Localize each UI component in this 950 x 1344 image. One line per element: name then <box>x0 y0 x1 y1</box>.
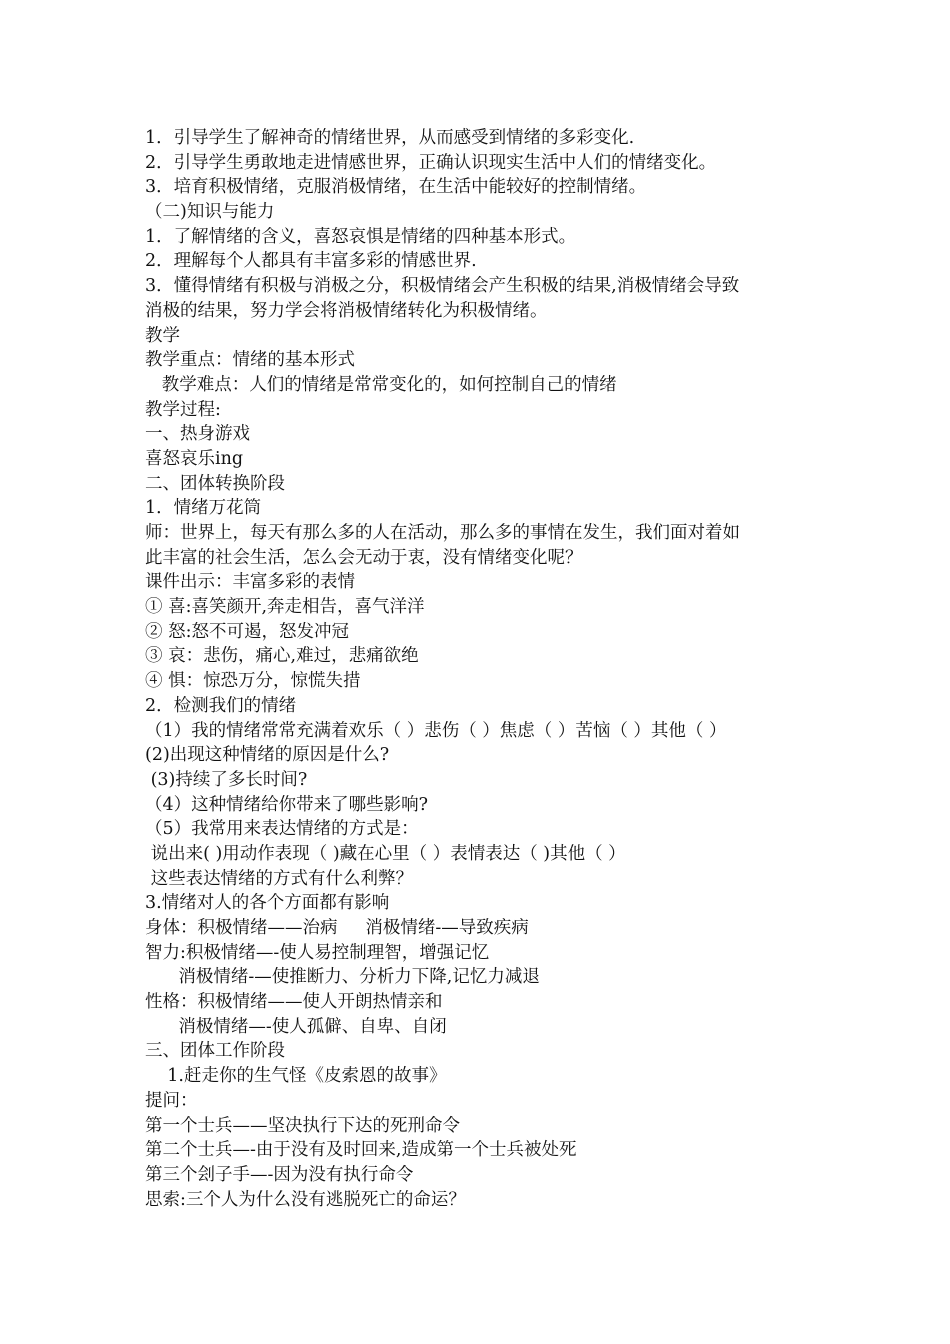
text-line: 这些表达情绪的方式有什么利弊？ <box>145 868 414 889</box>
text-line: 性格：积极情绪——使人开朗热情亲和 <box>145 992 443 1013</box>
text-line: ① 喜:喜笑颜开,奔走相告，喜气洋洋 <box>145 597 425 618</box>
text-line: 此丰富的社会生活，怎么会无动于衷，没有情绪变化呢？ <box>145 547 583 568</box>
text-line: 提问： <box>145 1090 198 1111</box>
text-line: 师：世界上，每天有那么多的人在活动，那么多的事情在发生，我们面对着如 <box>145 523 740 543</box>
text-line: 教学过程: <box>145 399 221 420</box>
text-line: (2)出现这种情绪的原因是什么? <box>145 745 390 766</box>
text-line: ③ 哀：悲伤，痛心,难过，悲痛欲绝 <box>145 646 419 667</box>
text-line: 喜怒哀乐ing <box>145 448 244 469</box>
text-line: (3)持续了多长时间? <box>145 769 308 790</box>
text-line: （二)知识与能力 <box>145 202 275 223</box>
text-line: ④ 惧：惊恐万分，惊慌失措 <box>145 671 361 692</box>
text-line: 三、团体工作阶段 <box>145 1041 285 1062</box>
text-line: 第一个士兵——坚决执行下达的死刑命令 <box>145 1115 460 1136</box>
text-line: 3.情绪对人的各个方面都有影响 <box>145 893 390 914</box>
text-line: 教学 <box>145 325 180 346</box>
text-line: 1．引导学生了解神奇的情绪世界，从而感受到情绪的多彩变化. <box>145 128 635 148</box>
text-line: 身体：积极情绪——治病 消极情绪-—导致疾病 <box>145 918 529 938</box>
text-line: 第三个刽子手—-因为没有执行命令 <box>145 1164 414 1185</box>
document-body <box>145 126 810 1212</box>
text-line: 3．培育积极情绪，克服消极情绪，在生活中能较好的控制情绪。 <box>145 177 647 198</box>
text-line: 一、热身游戏 <box>145 424 250 445</box>
text-line: 2．检测我们的情绪 <box>145 695 297 716</box>
text-line: ② 怒:怒不可遏，怒发冲冠 <box>145 621 349 642</box>
text-line: 二、团体转换阶段 <box>145 473 285 494</box>
text-line: （4）这种情绪给你带来了哪些影响? <box>145 794 429 815</box>
text-line: 消极情绪-—使推断力、分析力下降,记忆力减退 <box>145 967 540 988</box>
text-line: 1.赶走你的生气怪《皮索恩的故事》 <box>145 1066 447 1087</box>
text-line: 消极情绪—-使人孤僻、自卑、自闭 <box>145 1016 447 1037</box>
text-line: 第二个士兵—-由于没有及时回来,造成第一个士兵被处死 <box>145 1140 577 1161</box>
text-line: 说出来( )用动作表现（ )藏在心里（ ）表情表达（ )其他（ ） <box>145 843 626 864</box>
text-line: 2．引导学生勇敢地走进情感世界，正确认识现实生活中人们的情绪变化。 <box>145 152 717 173</box>
text-line: 思索:三个人为什么没有逃脱死亡的命运？ <box>145 1189 466 1210</box>
text-line: 课件出示：丰富多彩的表情 <box>145 572 355 593</box>
text-line: 教学难点：人们的情绪是常常变化的，如何控制自己的情绪 <box>145 374 617 395</box>
text-line: 教学重点：情绪的基本形式 <box>145 350 355 371</box>
text-line: （5）我常用来表达情绪的方式是： <box>145 819 419 840</box>
text-line: 1．情绪万花筒 <box>145 498 262 519</box>
text-line: 智力:积极情绪—-使人易控制理智，增强记忆 <box>145 942 490 963</box>
text-line: 消极的结果，努力学会将消极情绪转化为积极情绪。 <box>145 300 548 321</box>
text-line: 1．了解情绪的含义，喜怒哀惧是情绪的四种基本形式。 <box>145 226 577 247</box>
text-line: 3．懂得情绪有积极与消极之分，积极情绪会产生积极的结果,消极情绪会导致 <box>145 276 740 297</box>
text-line: 2．理解每个人都具有丰富多彩的情感世界. <box>145 251 477 272</box>
text-line: （1）我的情绪常常充满着欢乐（ ）悲伤（ ）焦虑（ ）苦恼（ ）其他（ ） <box>145 720 727 741</box>
